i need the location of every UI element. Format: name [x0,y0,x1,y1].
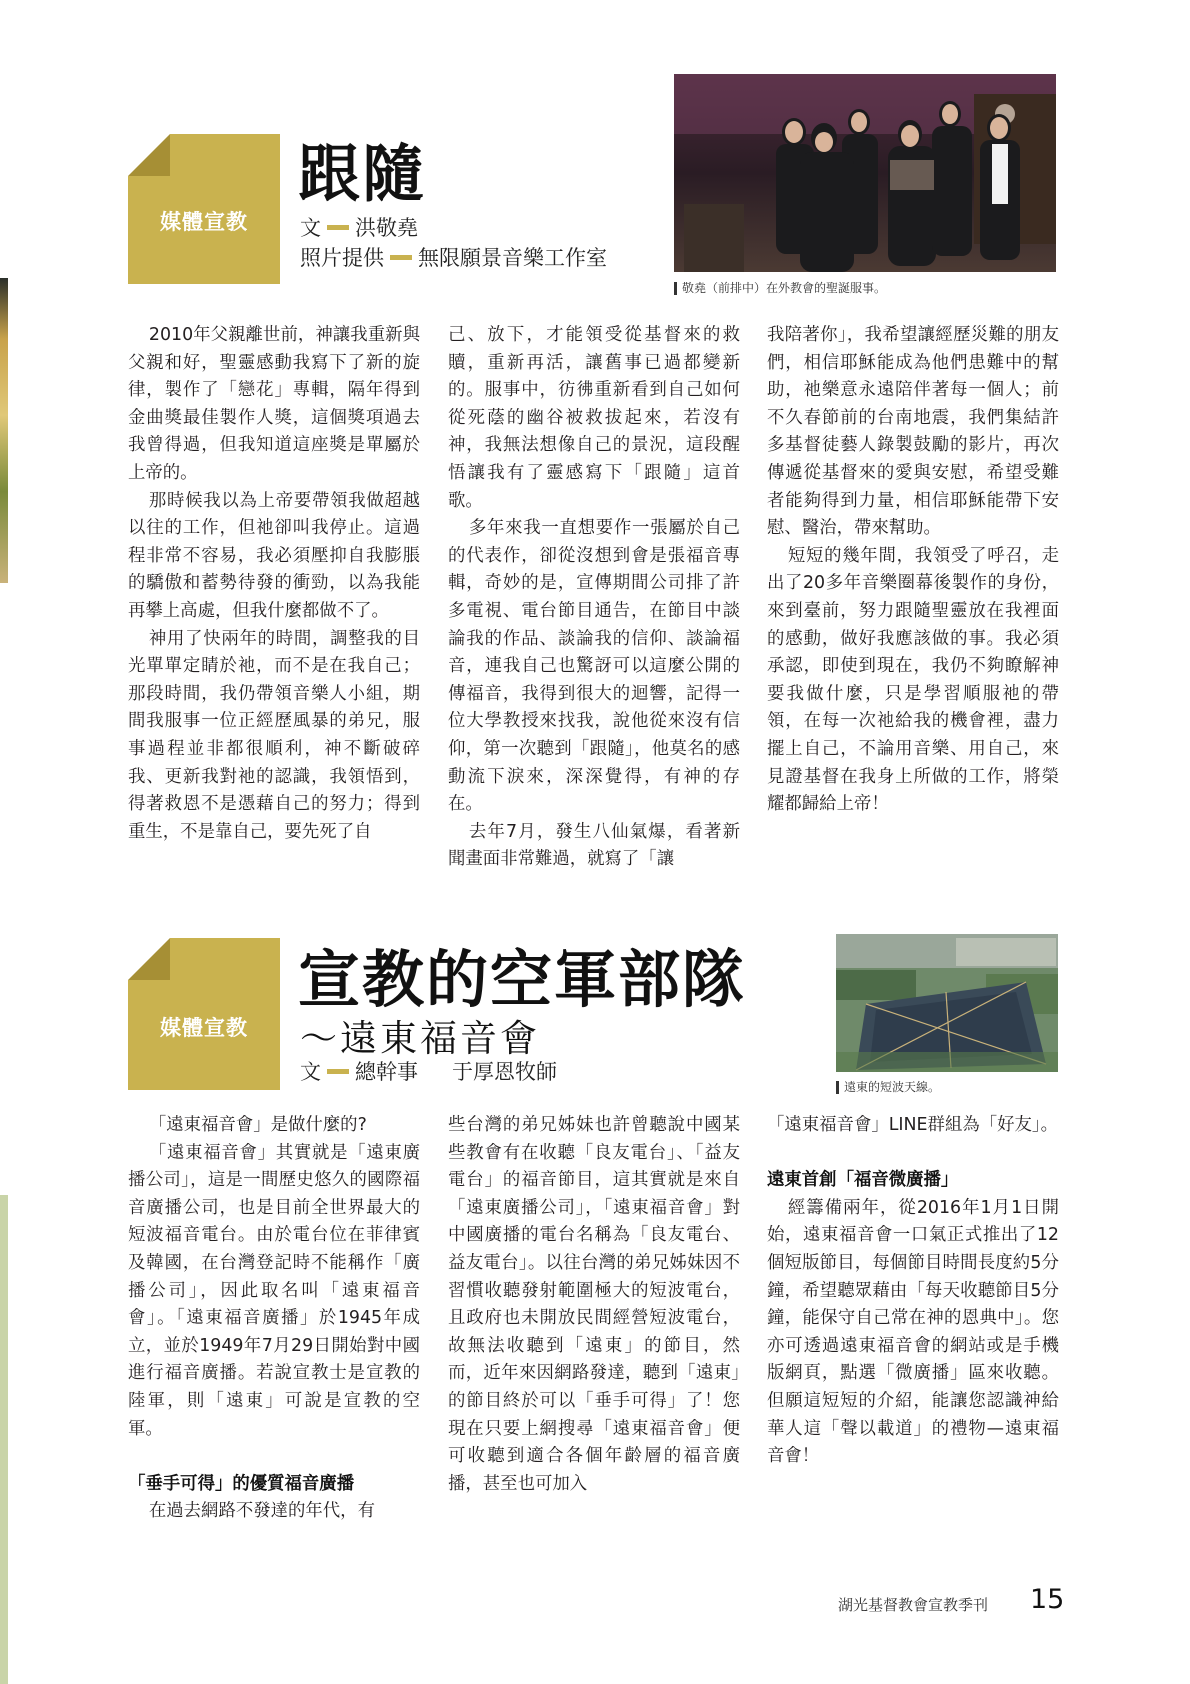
section-tag [128,134,280,284]
photo-credit-line [300,244,607,272]
byline-dash [327,225,349,230]
article-column-3 [767,322,1059,819]
author-line [300,1058,557,1086]
caption-bar [836,1081,839,1094]
article-column-2 [448,322,740,874]
paragraph: 些台灣的弟兄姊妹也許曾聽說中國某些教會有在收聽「良友電台」、「益友電台」的福音節目，這其實就是來自「遠東廣播公司」，「遠東福音會」對中國廣播的電台名稱為「良友電台、益友電台」。以往台灣的弟兄姊妹因不習慣收聽發射範圍極大的短波電台，且政府也未開放民間經營短波電台，故無法收聽到「遠東」的節目，然而，近年來因網路發達，聽到「遠東」的節目終於可以「垂手可得」了！您現在只要上網搜尋「遠東福音會」便可收聽到適合各個年齡層的福音廣播，甚至也可加入 [448,1115,740,1494]
paragraph: 「遠東福音會」LINE群組為「好友」。 [767,1115,1058,1135]
section-tag [128,938,280,1090]
page-number: 15 [1030,1584,1065,1615]
section-tag-label: 媒體宣教 [160,210,248,234]
paragraph: 那時候我以為上帝要帶領我做超越以往的工作，但祂卻叫我停止。這過程非常不容易，我必須壓抑自我膨脹的驕傲和蓄勢待發的衝勁，以為我能再攀上高處，但我什麼都做不了。 [128,490,420,621]
author-role: 總幹事 [355,1060,418,1084]
article-title: 跟隨 [298,137,427,210]
question-heading: 「遠東福音會」是做什麼的? [148,1115,367,1135]
tag-fold [128,134,170,176]
antenna-photo [836,934,1058,1072]
photo-caption [674,281,886,295]
author-line [300,214,418,242]
photo-caption [836,1080,940,1094]
author-name: 于厚恩牧師 [452,1060,557,1084]
page-edge-strip [0,1195,8,1684]
antenna-photo-image [836,934,1058,1072]
article-column-3 [767,1112,1059,1471]
photo-credit-name: 無限願景音樂工作室 [418,246,607,270]
publication-name: 湖光基督教會宣教季刊 [838,1596,989,1614]
author-label: 文 [300,216,321,240]
article-title: 宣教的空軍部隊 [298,943,747,1016]
article-column-1 [128,322,420,846]
paragraph: 去年7月，發生八仙氣爆，看著新聞畫面非常難過，就寫了「讓 [448,821,740,870]
page-edge-strip [0,278,8,583]
article-column-2 [448,1112,740,1498]
paragraph: 神用了快兩年的時間，調整我的目光單單定睛於祂，而不是在我自己；那段時間，我仍帶領音樂人小組，期間我服事一位正經歷風暴的弟兄，服事過程並非都很順利，神不斷破碎我、更新我對祂的認識，我領悟到，得著救恩不是憑藉自己的努力；得到重生，不是靠自己，要先死了自 [128,628,420,842]
paragraph: 短短的幾年間，我領受了呼召，走出了20多年音樂圈幕後製作的身份，來到臺前，努力跟隨聖靈放在我裡面的感動，做好我應該做的事。我必須承認，即使到現在，我仍不夠瞭解神要我做什麼，只是學習順服祂的帶領，在每一次祂給我的機會裡，盡力擺上自己，不論用音樂、用自己，來見證基督在我身上所做的工作，將榮耀都歸給上帝！ [767,545,1059,815]
author-name: 洪敬堯 [355,216,418,240]
paragraph: 經籌備兩年，從2016年1月1日開始，遠東福音會一口氣正式推出了12個短版節目，每個節目時間長度約5分鐘，希望聽眾藉由「每天收聽節目5分鐘，能保守自己常在神的恩典中」。您亦可透過遠東福音會的網站或是手機版網頁，點選「微廣播」區來收聽。但願這短短的介紹，能讓您認識神給華人這「聲以載道」的禮物—遠東福音會！ [767,1197,1059,1467]
article-column-1 [128,1112,420,1526]
band-photo [674,74,1056,272]
tag-fold [128,938,170,980]
byline-dash [390,255,412,260]
paragraph: 己、放下，才能領受從基督來的救贖，重新再活，讓舊事已過都變新的。服事中，彷彿重新看到自己如何從死蔭的幽谷被救拔起來，若沒有神，我無法想像自己的景況，這段醒悟讓我有了靈感寫下「跟隨」這首歌。 [448,325,740,511]
paragraph: 「遠東福音會」其實就是「遠東廣播公司」，這是一間歷史悠久的國際福音廣播公司，也是目前全世界最大的短波福音電台。由於電台位在菲律賓及韓國，在台灣登記時不能稱作「廣播公司」，因此取名叫「遠東福音會」。「遠東福音廣播」於1945年成立，並於1949年7月29日開始對中國進行福音廣播。若說宣教士是宣教的陸軍，則「遠東」可說是宣教的空軍。 [128,1142,420,1439]
subheading: 「垂手可得」的優質福音廣播 [128,1473,355,1494]
photo-caption-text: 敬堯（前排中）在外教會的聖誕服事。 [682,281,887,295]
paragraph: 2010年父親離世前，神讓我重新與父親和好，聖靈感動我寫下了新的旋律，製作了「戀花」專輯，隔年得到金曲獎最佳製作人獎，這個獎項過去我曾得過，但我知道這座獎是單屬於上帝的。 [128,325,420,483]
author-label: 文 [300,1060,321,1084]
caption-bar [674,282,677,295]
subheading: 遠東首創「福音微廣播」 [767,1170,959,1191]
article-subtitle: ～遠東福音會 [300,1017,540,1060]
paragraph: 我陪著你」，我希望讓經歷災難的朋友們，相信耶穌能成為他們患難中的幫助，祂樂意永遠陪伴著每一個人；前不久春節前的台南地震，我們集結許多基督徒藝人錄製鼓勵的影片，再次傳遞從基督來的愛與安慰，希望受難者能夠得到力量，相信耶穌能帶下安慰、醫治，帶來幫助。 [767,325,1059,539]
paragraph: 在過去網路不發達的年代，有 [148,1501,375,1522]
paragraph: 多年來我一直想要作一張屬於自己的代表作，卻從沒想到會是張福音專輯，奇妙的是，宣傳期間公司排了許多電視、電台節目通告，在節目中談論我的作品、談論我的信仰、談論福音，連我自己也驚訝可以這麼公開的傳福音，我得到很大的迴響，記得一位大學教授來找我，說他從來沒有信仰，第一次聽到「跟隨」，他莫名的感動流下淚來，深深覺得，有神的存在。 [448,518,740,815]
section-tag-label: 媒體宣教 [160,1016,248,1040]
photo-credit-label: 照片提供 [300,246,384,270]
byline-dash [327,1069,349,1074]
band-photo-image [674,74,1056,272]
photo-caption-text: 遠東的短波天線。 [844,1080,941,1094]
